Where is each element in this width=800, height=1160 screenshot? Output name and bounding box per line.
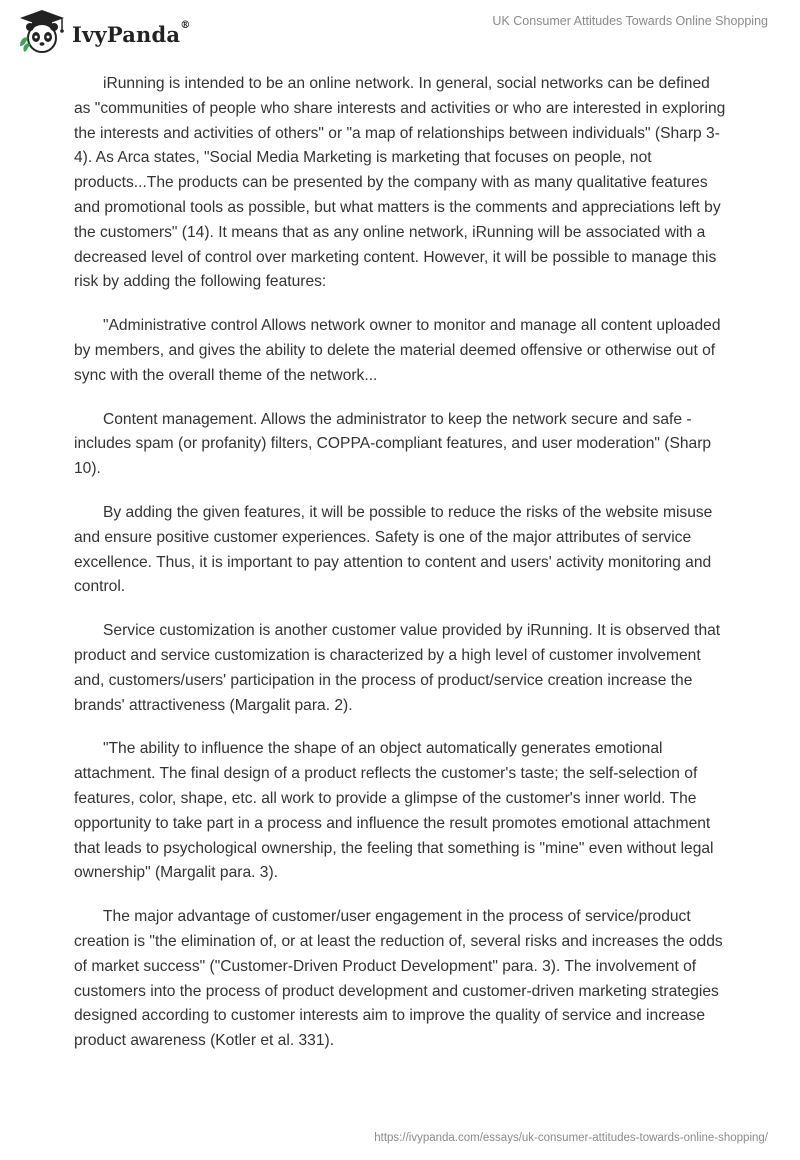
panda-graduate-icon [14, 8, 70, 56]
paragraph: "Administrative control Allows network owner to monitor and manage all content uploaded by members, and gives the ability to delete the material deemed offensive or otherwise out of sync with the overall theme of the network... [74, 317, 721, 384]
paragraph: "The ability to influence the shape of an object automatically generates emotional attachment. The final design of a product reflects the customer's taste; the self-selection of features, color, shape, etc. all work to provide a glimpse of the customer's inner world. The opportunity to take part in a process and influence the result promotes emotional attachment that leads to psychological ownership, the feeling that something is "mine" even without legal ownership" (Margalit para. 3). [74, 740, 714, 882]
essay-body [74, 72, 726, 1073]
paragraph: iRunning is intended to be an online network. In general, social networks can be defined as "communities of people who share interests and activities or who are interested in exploring the interests and activities of others" or "a map of relationships between individuals" (Sharp 3-4). As Arca states, "Social Media Marketing is marketing that focuses on people, not products...The products can be presented by the company with as many qualitative features and promotional tools as possible, but what matters is the comments and appreciations left by the customers" (14). It means that as any online network, iRunning will be associated with a decreased level of control over marketing content. However, it will be possible to manage this risk by adding the following features: [74, 75, 726, 291]
document-title: UK Consumer Attitudes Towards Online Shopping [492, 14, 768, 28]
registered-mark: ® [180, 19, 191, 31]
paragraph: The major advantage of customer/user engagement in the process of service/product creation is "the elimination of, or at least the reduction of, several risks and increases the odds of market success" ("Customer-Driven Product Development" para. 3). The involvement of customers into the process of product development and customer-driven marketing strategies designed according to customer interests aim to improve the quality of service and increase product awareness (Kotler et al. 331). [74, 908, 723, 1050]
source-url[interactable]: https://ivypanda.com/essays/uk-consumer-attitudes-towards-online-shopping/ [374, 1132, 768, 1144]
brand-name: IvyPanda® [72, 19, 191, 47]
page-header [0, 0, 800, 64]
paragraph: Content management. Allows the administrator to keep the network secure and safe - includes spam (or profanity) filters, COPPA-compliant features, and user moderation" (Sharp 10). [74, 410, 712, 478]
paragraph: By adding the given features, it will be possible to reduce the risks of the website misuse and ensure positive customer experiences. Safety is one of the major attributes of service excellence. Thus, it is important to pay attention to content and users' activity monitoring and control. [74, 503, 713, 596]
paragraph: Service customization is another customer value provided by iRunning. It is observed that product and service customization is characterized by a high level of customer involvement and, customers/users' participation in the process of product/service creation increase the brands' attractiveness (Margalit para. 2). [74, 622, 721, 714]
ivypanda-logo[interactable] [14, 8, 190, 56]
